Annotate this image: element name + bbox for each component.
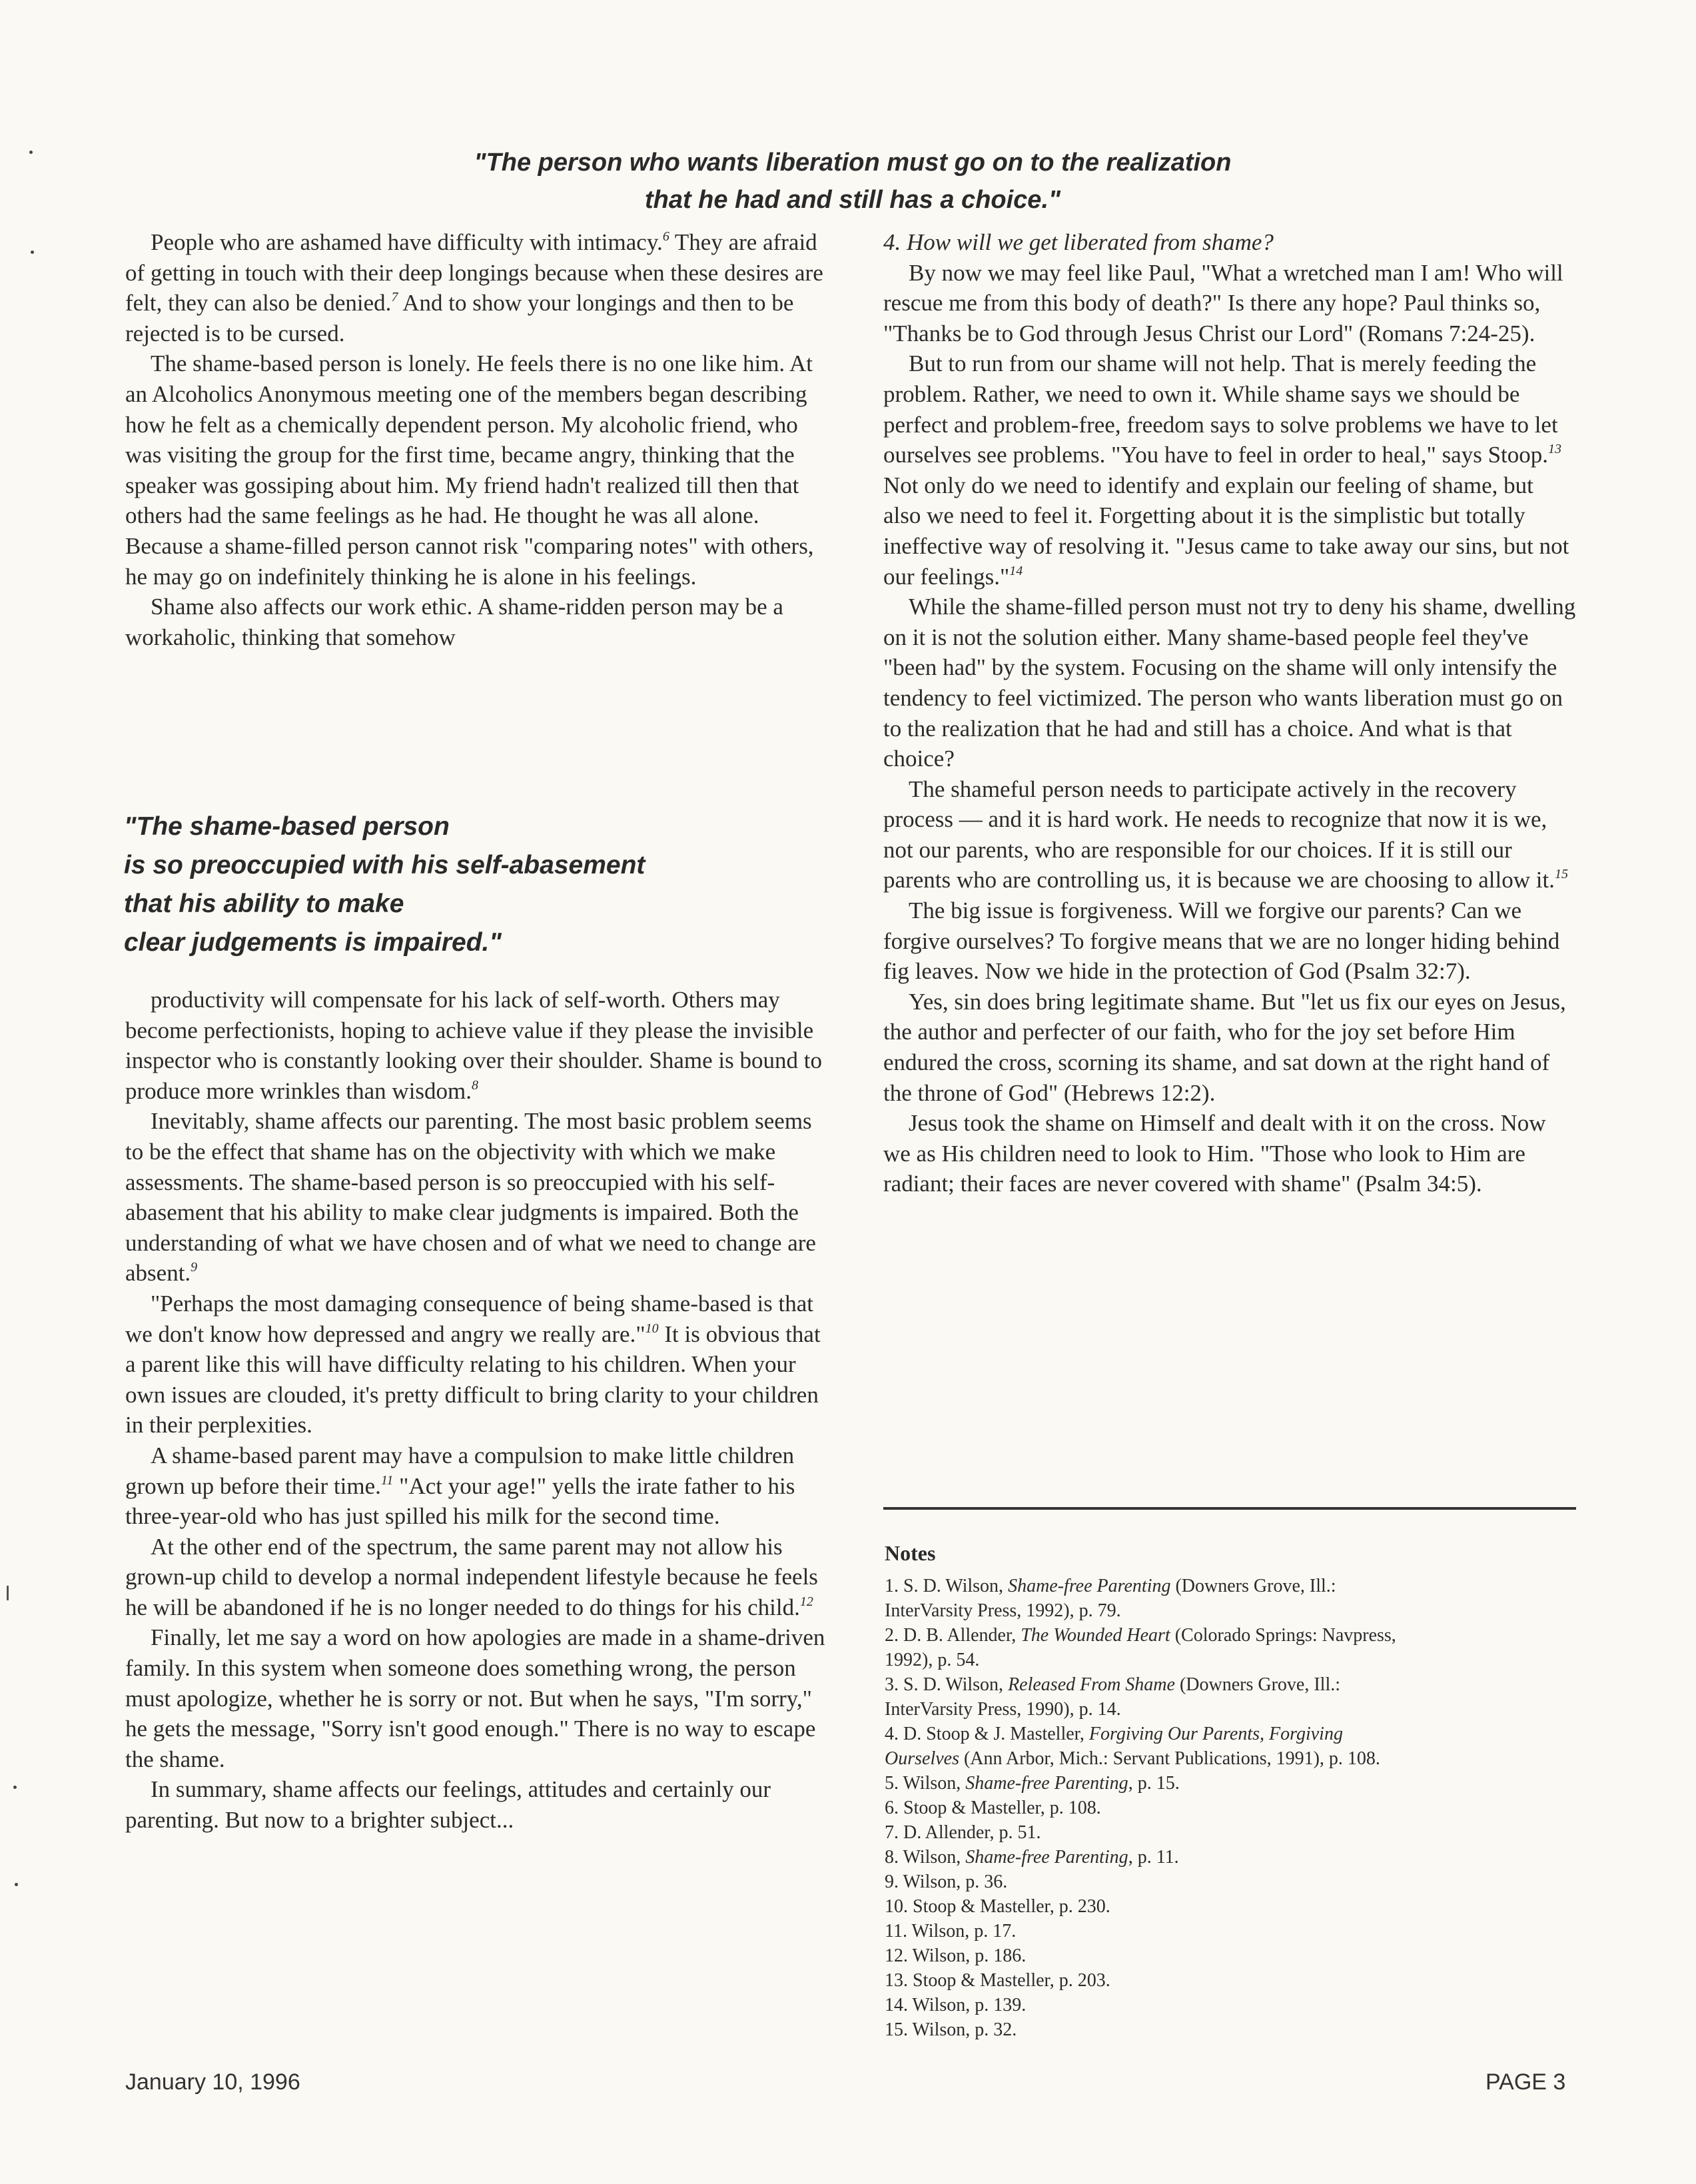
pull-quote-middle [124,808,790,962]
right-column-body [883,258,1576,1199]
pull-quote-middle-line: clear judgements is impaired." [124,928,502,957]
pull-quote-top-line2: that he had and still has a choice." [644,186,1061,214]
body-paragraph: By now we may feel like Paul, "What a wretched man I am! Who will rescue me from this body of death?" Is there any hope? Paul thinks so, "Thanks be to God through Jesus Christ our Lord" (Romans 7:24-25). [883,259,1563,346]
body-paragraph: The shame-based person is lonely. He feels there is no one like him. At an Alcoholics Anonymous meeting one of the members began describing how he felt as a chemically dependent person. My alcoholic friend, who was visiting the group for the first time, became angry, thinking that the speaker was gossiping about him. My friend hadn't realized till then that others had the same feelings as he had. He thought he was all alone. Because a shame-filled person cannot risk "comparing notes" with others, he may go on indefinitely thinking he is alone in his feelings. [125,350,814,590]
note-line: 13. Stoop & Masteller, p. 203. [885,1970,1110,1991]
note-line: 1992), p. 54. [885,1650,980,1670]
footnote-ref: 9 [191,1260,198,1275]
footnote-ref: 12 [799,1594,813,1609]
margin-speck [29,151,33,154]
body-paragraph: Shame also affects our work ethic. A shame-ridden person may be a workaholic, thinking that somehow [125,594,783,650]
note-line: 6. Stoop & Masteller, p. 108. [885,1798,1101,1818]
footnote-ref: 6 [662,229,669,244]
pull-quote-middle-line: is so preoccupied with his self-abasement [124,851,645,879]
right-column [883,227,1576,1199]
body-paragraph: Yes, sin does bring legitimate shame. But "let us fix our eyes on Jesus, the author and perfecter of our faith, who for the joy set before Him endured the cross, scorning its shame, and sat down at the right hand of the throne of God" (Hebrews 12:2). [883,988,1566,1106]
body-paragraph: Inevitably, shame affects our parenting. The most basic problem seems to be the effect that shame has on the objectivity with which we make assessments. The shame-based person is so preoccupied with his self-abasement that his ability to make clear judgments is impaired. Both the understanding of what we have chosen and of what we need to change are absent.$^9$ [125,1108,816,1287]
pull-quote-middle-line: that his ability to make [124,889,404,918]
footnote-ref: 13 [1548,442,1562,457]
notes-title: Notes [885,1541,936,1565]
note-line: 10. Stoop & Masteller, p. 230. [885,1896,1110,1917]
pull-quote-top [373,144,1332,219]
footnote-ref: 10 [645,1321,659,1336]
section-heading: 4. How will we get liberated from shame? [883,229,1274,255]
body-paragraph: At the other end of the spectrum, the same parent may not allow his grown-up child to develop a normal independent lifestyle because he feels he will be abandoned if he is no longer needed to do things for his child.$^{12}$ [125,1533,818,1620]
notes-list [885,1574,1577,2042]
margin-speck [7,1586,9,1600]
notes-section [885,1539,1577,2042]
note-line: 12. Wilson, p. 186. [885,1945,1027,1966]
note-line: 8. Wilson, Shame-free Parenting, p. 11. [885,1847,1179,1868]
note-line: 9. Wilson, p. 36. [885,1872,1008,1892]
note-line: InterVarsity Press, 1990), p. 14. [885,1699,1121,1720]
body-paragraph: While the shame-filled person must not try to deny his shame, dwelling on it is not the solution either. Many shame-based people feel they've "been had" by the system. Focusing on the shame will only intensify the tendency to feel victimized. The person who wants liberation must go on to the realization that he had and still has a choice. And what is that choice? [883,594,1576,772]
body-paragraph: A shame-based parent may have a compulsion to make little children grown up before their time.$^{11}$ "Act your age!" yells the irate father to his three-year-old who has just spilled his milk for the second time. [125,1442,795,1530]
footnote-ref: 7 [391,290,398,305]
margin-speck [31,251,34,254]
footer-date: January 10, 1996 [125,2069,300,2095]
body-paragraph: Jesus took the shame on Himself and dealt with it on the cross. Now we as His children need to look to Him. "Those who look to Him are radiant; their faces are never covered with shame" (Psalm 34:5). [883,1110,1546,1197]
left-column-bottom [125,985,831,1836]
pull-quote-top-line1: "The person who wants liberation must go on to the realization [474,149,1232,177]
note-line: 14. Wilson, p. 139. [885,1995,1027,2015]
note-line: 11. Wilson, p. 17. [885,1921,1017,1941]
footnote-ref: 8 [472,1077,479,1093]
note-line: 3. S. D. Wilson, Released From Shame (Downers Grove, Ill.: [885,1674,1341,1695]
body-paragraph: Finally, let me say a word on how apologies are made in a shame-driven family. In this system when someone does something wrong, the person must apologize, whether he is sorry or not. But when he says, "I'm sorry," he gets the message, "Sorry isn't good enough." There is no way to escape the shame. [125,1624,825,1772]
footer-page-number: PAGE 3 [1485,2069,1566,2095]
body-paragraph: People who are ashamed have difficulty with intimacy.$^6$ They are afraid of getting in touch with their deep longings because when these desires are felt, they can also be denied.$^7$ And to show your longings and then to be rejected is to be cursed. [125,229,823,346]
note-line: 15. Wilson, p. 32. [885,2019,1017,2040]
notes-divider [883,1507,1576,1510]
footnote-ref: 11 [380,1472,394,1488]
footnote-ref: 14 [1009,563,1023,578]
body-paragraph: In summary, shame affects our feelings, attitudes and certainly our parenting. But now to a brighter subject... [125,1776,771,1834]
margin-speck [15,1883,18,1886]
body-paragraph: But to run from our shame will not help. That is merely feeding the problem. Rather, we need to own it. While shame says we should be perfect and problem-free, freedom says to solve problems we have to let ourselves see problems. "You have to feel in order to heal," says Stoop.$^{13}$ Not only do we need to identify and explain our feeling of shame, but also we need to feel it. Forgetting about it is the simplistic but totally ineffective way of resolving it. "Jesus came to take away our sins, but not our feelings."$^{14}$ [883,350,1569,590]
footnote-ref: 15 [1554,867,1568,882]
body-paragraph: productivity will compensate for his lack of self-worth. Others may become perfectionists, hoping to achieve value if they please the invisible inspector who is constantly looking over their shoulder. Shame is bound to produce more wrinkles than wisdom.$^8$ [125,987,822,1104]
body-paragraph: The shameful person needs to participate actively in the recovery process — and it is hard work. He needs to recognize that now it is we, not our parents, who are responsible for our choices. If it is still our parents who are controlling us, it is because we are choosing to allow it.$^{15}$ [883,776,1568,893]
body-paragraph: "Perhaps the most damaging consequence of being shame-based is that we don't know how depressed and angry we really are."$^{10}$ It is obvious that a parent like this will have difficulty relating to his children. When your own issues are clouded, it's pretty difficult to bring clarity to your children in their perplexities. [125,1290,821,1438]
pull-quote-middle-line: "The shame-based person [124,812,450,841]
body-paragraph: The big issue is forgiveness. Will we forgive our parents? Can we forgive ourselves? To forgive means that we are no longer hiding behind fig leaves. Now we hide in the protection of God (Psalm 32:7). [883,897,1560,985]
note-line: 2. D. B. Allender, The Wounded Heart (Colorado Springs: Navpress, [885,1625,1396,1646]
note-line: 5. Wilson, Shame-free Parenting, p. 15. [885,1773,1180,1794]
note-line: Ourselves (Ann Arbor, Mich.: Servant Publications, 1991), p. 108. [885,1748,1380,1769]
left-column-top [125,227,831,652]
note-line: 1. S. D. Wilson, Shame-free Parenting (Downers Grove, Ill.: [885,1576,1336,1596]
note-line: 7. D. Allender, p. 51. [885,1822,1041,1843]
margin-speck [13,1786,17,1789]
note-line: 4. D. Stoop & J. Masteller, Forgiving Our Parents, Forgiving [885,1724,1343,1744]
note-line: InterVarsity Press, 1992), p. 79. [885,1600,1121,1621]
